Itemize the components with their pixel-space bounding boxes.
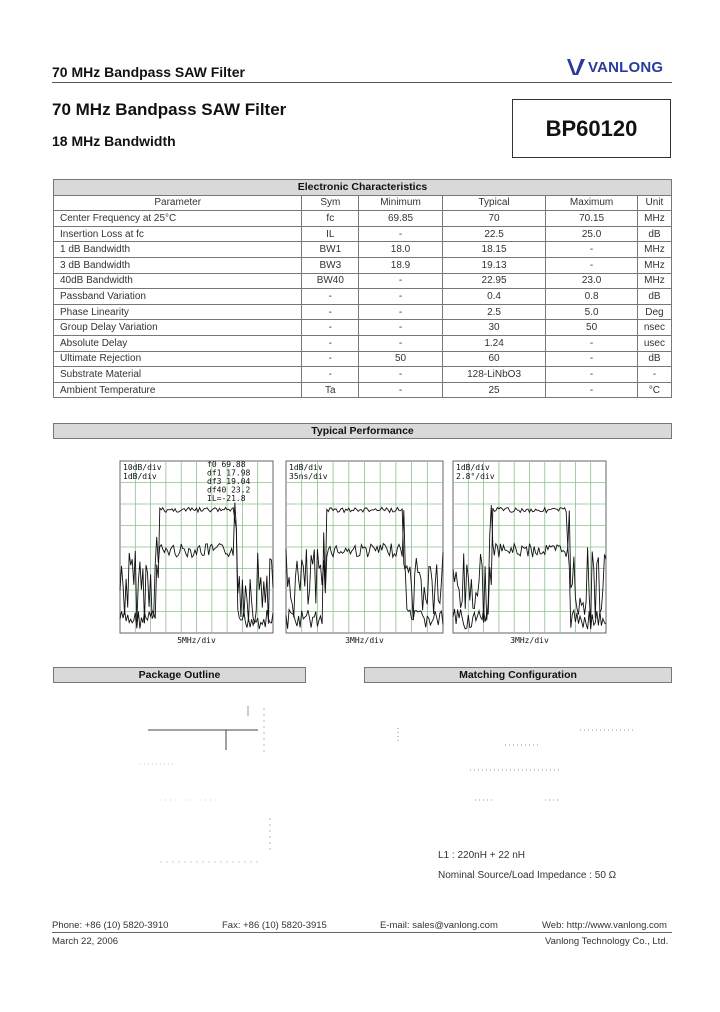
cell-min: 18.0 <box>359 242 443 258</box>
cell-sym: IL <box>302 226 359 242</box>
page-title: 70 MHz Bandpass SAW Filter <box>52 100 287 119</box>
cell-unit: MHz <box>637 257 671 273</box>
plot-scale-label: 10dB/div <box>123 463 162 472</box>
cell-min: - <box>359 382 443 398</box>
footer-phone: Phone: +86 (10) 5820-3910 <box>52 920 169 931</box>
table-header: Typical <box>442 195 546 211</box>
cell-unit: - <box>637 367 671 383</box>
cell-typ: 0.4 <box>442 289 546 305</box>
part-number: BP60120 <box>545 115 638 141</box>
plot-readout: df3 19.04 <box>207 477 251 486</box>
cell-min: - <box>359 289 443 305</box>
cell-unit: Deg <box>637 304 671 320</box>
cell-sym: BW3 <box>302 257 359 273</box>
typical-performance-heading: Typical Performance <box>53 423 672 439</box>
cell-typ: 70 <box>442 211 546 227</box>
cell-sym: - <box>302 304 359 320</box>
cell-param: Ultimate Rejection <box>54 351 302 367</box>
plot-readout: df1 17.98 <box>207 468 251 478</box>
cell-sym: - <box>302 367 359 383</box>
cell-unit: dB <box>637 226 671 242</box>
cell-max: 70.15 <box>546 211 638 227</box>
cell-max: - <box>546 382 638 398</box>
brand-name: VANLONG <box>588 58 664 76</box>
cell-param: 40dB Bandwidth <box>54 273 302 289</box>
plot-scale-label: 1dB/div <box>123 472 157 481</box>
cell-max: - <box>546 351 638 367</box>
cell-max: - <box>546 335 638 351</box>
cell-param: Absolute Delay <box>54 335 302 351</box>
cell-sym: - <box>302 335 359 351</box>
cell-typ: 1.24 <box>442 335 546 351</box>
cell-typ: 22.5 <box>442 226 546 242</box>
table-header: Sym <box>302 195 359 211</box>
footer-date: March 22, 2006 <box>52 936 119 947</box>
plot-xscale-label: 3MHz/div <box>510 636 549 645</box>
cell-max: - <box>546 367 638 383</box>
cell-min: - <box>359 226 443 242</box>
cell-typ: 60 <box>442 351 546 367</box>
footer-fax: Fax: +86 (10) 5820-3915 <box>222 920 327 931</box>
cell-unit: MHz <box>637 242 671 258</box>
cell-min: - <box>359 335 443 351</box>
cell-min: 69.85 <box>359 211 443 227</box>
plot-scale-label: 1dB/div <box>289 463 323 472</box>
footer-company: Vanlong Technology Co., Ltd. <box>545 936 669 947</box>
cell-unit: °C <box>637 382 671 398</box>
cell-typ: 19.13 <box>442 257 546 273</box>
cell-typ: 22.95 <box>442 273 546 289</box>
cell-sym: fc <box>302 211 359 227</box>
table-header: Unit <box>637 195 671 211</box>
cell-param: 1 dB Bandwidth <box>54 242 302 258</box>
cell-sym: - <box>302 320 359 336</box>
cell-unit: nsec <box>637 320 671 336</box>
cell-typ: 18.15 <box>442 242 546 258</box>
cell-max: - <box>546 257 638 273</box>
cell-param: Group Delay Variation <box>54 320 302 336</box>
cell-typ: 2.5 <box>442 304 546 320</box>
cell-max: 5.0 <box>546 304 638 320</box>
cell-param: Ambient Temperature <box>54 382 302 398</box>
cell-unit: MHz <box>637 211 671 227</box>
cell-param: Phase Linearity <box>54 304 302 320</box>
cell-sym: - <box>302 351 359 367</box>
matching-configuration-heading: Matching Configuration <box>364 667 672 683</box>
cell-max: - <box>546 242 638 258</box>
package-outline-heading: Package Outline <box>53 667 306 683</box>
cell-unit: MHz <box>637 273 671 289</box>
cell-param: 3 dB Bandwidth <box>54 257 302 273</box>
cell-sym: Ta <box>302 382 359 398</box>
cell-param: Substrate Material <box>54 367 302 383</box>
cell-min: - <box>359 320 443 336</box>
cell-sym: BW40 <box>302 273 359 289</box>
plot-readout: f0 69.88 <box>207 460 246 469</box>
plot-scale-label: 2.8°/div <box>456 472 495 481</box>
plot-xscale-label: 3MHz/div <box>345 636 384 645</box>
cell-param: Center Frequency at 25°C <box>54 211 302 227</box>
plot-scale-label: 35ns/div <box>289 472 328 481</box>
page-subtitle: 18 MHz Bandwidth <box>52 133 176 149</box>
cell-min: 18.9 <box>359 257 443 273</box>
cell-param: Passband Variation <box>54 289 302 305</box>
plot-scale-label: 1dB/div <box>456 463 490 472</box>
matching-circuit-drawing <box>398 728 635 800</box>
header-title: 70 MHz Bandpass SAW Filter <box>52 64 245 80</box>
plot-readout: df40 23.2 <box>207 485 251 495</box>
cell-max: 25.0 <box>546 226 638 242</box>
plot-readout: IL=-21.8 <box>207 494 246 503</box>
footer-email[interactable]: E-mail: sales@vanlong.com <box>380 920 498 931</box>
table-header: Minimum <box>359 195 443 211</box>
cell-min: - <box>359 273 443 289</box>
cell-typ: 128-LiNbO3 <box>442 367 546 383</box>
table-header: Parameter <box>54 195 302 211</box>
cell-param: Insertion Loss at fc <box>54 226 302 242</box>
cell-max: 50 <box>546 320 638 336</box>
inductor-value: L1 : 220nH + 22 nH <box>438 850 526 861</box>
cell-min: - <box>359 304 443 320</box>
cell-unit: dB <box>637 351 671 367</box>
plot-xscale-label: 5MHz/div <box>177 636 216 645</box>
cell-sym: - <box>302 289 359 305</box>
cell-unit: usec <box>637 335 671 351</box>
cell-max: 0.8 <box>546 289 638 305</box>
footer-website[interactable]: Web: http://www.vanlong.com <box>542 920 667 931</box>
cell-unit: dB <box>637 289 671 305</box>
cell-min: 50 <box>359 351 443 367</box>
table-header: Maximum <box>546 195 638 211</box>
cell-max: 23.0 <box>546 273 638 289</box>
cell-typ: 30 <box>442 320 546 336</box>
nominal-impedance: Nominal Source/Load Impedance : 50 Ω <box>438 870 617 881</box>
table-caption: Electronic Characteristics <box>54 180 672 196</box>
cell-min: - <box>359 367 443 383</box>
cell-typ: 25 <box>442 382 546 398</box>
footer-divider <box>52 932 672 933</box>
package-outline-drawing <box>140 706 270 862</box>
cell-sym: BW1 <box>302 242 359 258</box>
